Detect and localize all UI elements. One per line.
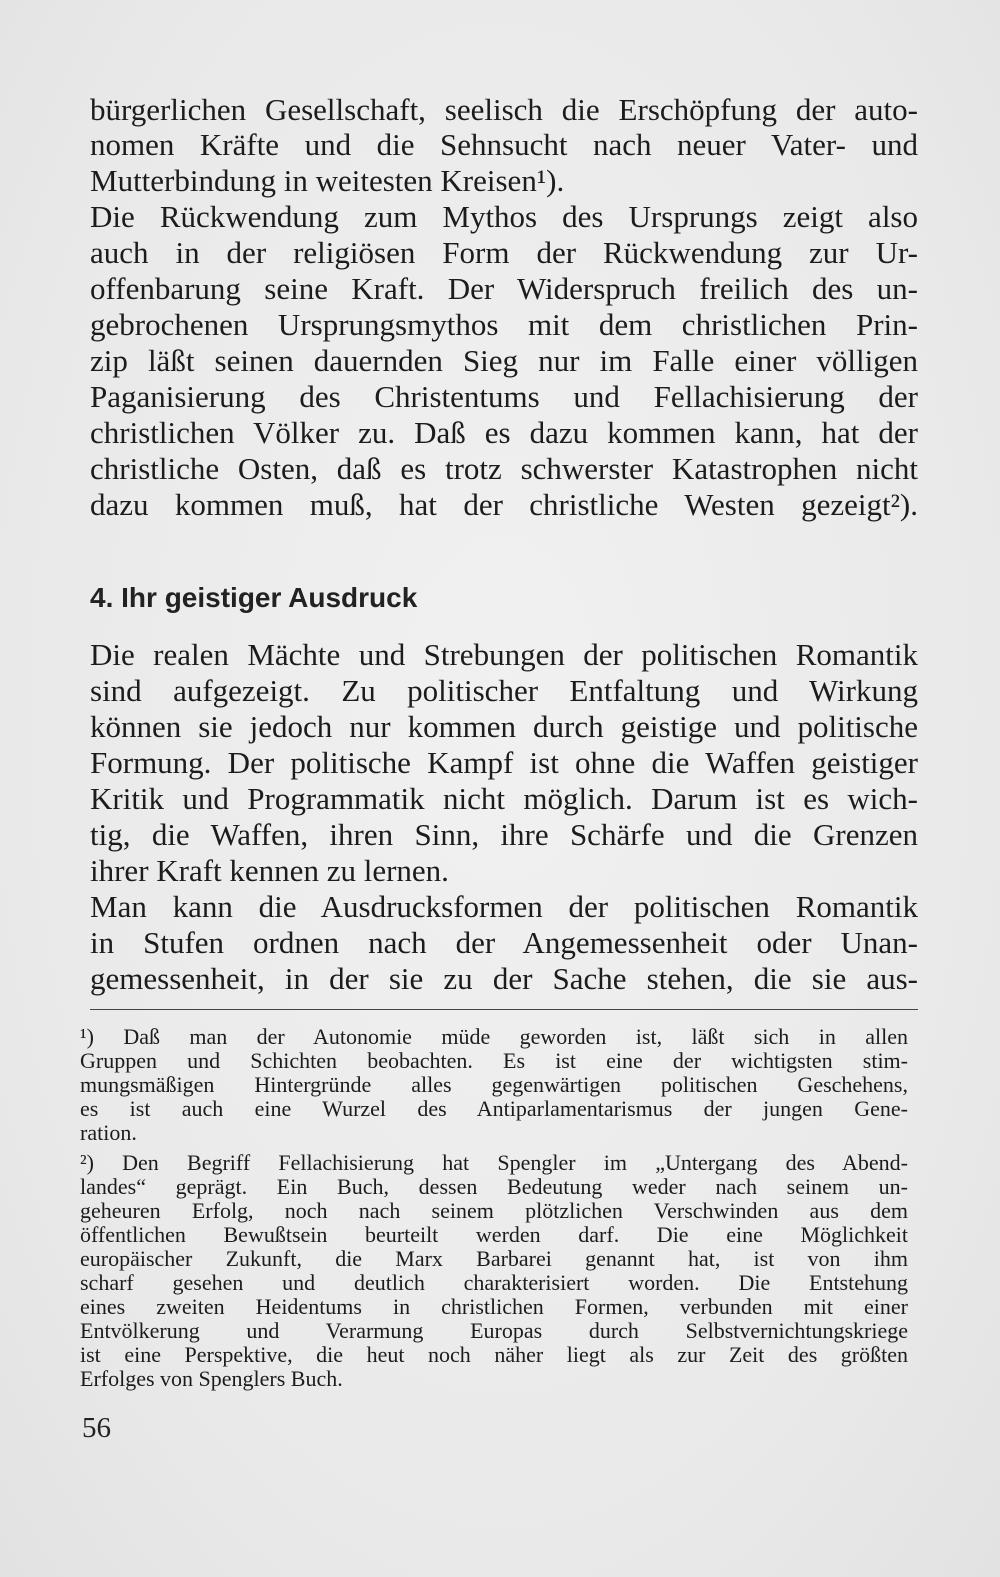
footnote-line: ist eine Perspektive, die heut noch näher liegt als zur Zeit des größten [80,1342,908,1367]
text-line: dazu kommen muß, hat der christliche Westen gezeigt²). [90,487,918,522]
footnote-divider [90,1009,918,1010]
text-line: in Stufen ordnen nach der Angemessenheit oder Unan- [90,925,918,960]
text-line: gemessenheit, in der sie zu der Sache stehen, die sie aus- [90,961,918,996]
footnote-line: Entvölkerung und Verarmung Europas durch Selbstvernichtungskriege [80,1318,908,1343]
section-heading: 4. Ihr geistiger Ausdruck [90,582,418,613]
text-line: können sie jedoch nur kommen durch geistige und politische [90,709,918,744]
footnote-line: scharf gesehen und deutlich charakterisiert worden. Die Entstehung [80,1270,908,1295]
footnote-line: Erfolges von Spenglers Buch. [80,1366,343,1391]
text-line: zip läßt seinen dauernden Sieg nur im Falle einer völligen [90,343,918,378]
footnote-line: mungsmäßigen Hintergründe alles gegenwärtigen politischen Geschehens, [80,1072,908,1097]
text-line: sind aufgezeigt. Zu politischer Entfaltung und Wirkung [90,673,918,708]
text-line: Kritik und Programmatik nicht möglich. Darum ist es wich- [90,781,918,816]
text-line: offenbarung seine Kraft. Der Widerspruch freilich des un- [90,271,918,306]
text-line: Man kann die Ausdrucksformen der politischen Romantik [90,889,918,924]
text-line: ihrer Kraft kennen zu lernen. [90,853,449,888]
footnote-line: ¹) Daß man der Autonomie müde geworden ist, läßt sich in allen [80,1024,908,1049]
footnote-line: ²) Den Begriff Fellachisierung hat Spengler im „Untergang des Abend- [80,1150,908,1175]
footnote-line: öffentlichen Bewußtsein beurteilt werden darf. Die eine Möglichkeit [80,1222,908,1247]
footnote-line: ration. [80,1120,137,1145]
text-line: Die Rückwendung zum Mythos des Ursprungs zeigt also [90,199,918,234]
text-line: christliche Osten, daß es trotz schwerster Katastrophen nicht [90,451,918,486]
footnote-line: landes“ geprägt. Ein Buch, dessen Bedeutung weder nach seinem un- [80,1174,908,1199]
text-line: nomen Kräfte und die Sehnsucht nach neuer Vater- und [90,127,918,162]
text-line: Mutterbindung in weitesten Kreisen¹). [90,163,565,198]
text-line: Formung. Der politische Kampf ist ohne die Waffen geistiger [90,745,918,780]
text-line: gebrochenen Ursprungsmythos mit dem christlichen Prin- [90,307,918,342]
text-line: Paganisierung des Christentums und Fellachisierung der [90,379,918,414]
footnote-line: eines zweiten Heidentums in christlichen Formen, verbunden mit einer [80,1294,908,1319]
text-line: Die realen Mächte und Strebungen der politischen Romantik [90,637,918,672]
footnote-line: geheuren Erfolg, noch nach seinem plötzlichen Verschwinden aus dem [80,1198,908,1223]
footnote-line: es ist auch eine Wurzel des Antiparlamentarismus der jungen Gene- [80,1096,908,1121]
text-line: bürgerlichen Gesellschaft, seelisch die Erschöpfung der auto- [90,92,918,127]
footnote-line: Gruppen und Schichten beobachten. Es ist eine der wichtigsten stim- [80,1048,908,1073]
text-line: auch in der religiösen Form der Rückwendung zur Ur- [90,235,918,270]
page-number: 56 [82,1412,111,1444]
footnote-line: europäischer Zukunft, die Marx Barbarei genannt hat, ist von ihm [80,1246,908,1271]
text-line: tig, die Waffen, ihren Sinn, ihre Schärfe und die Grenzen [90,817,918,852]
text-line: christlichen Völker zu. Daß es dazu kommen kann, hat der [90,415,918,450]
